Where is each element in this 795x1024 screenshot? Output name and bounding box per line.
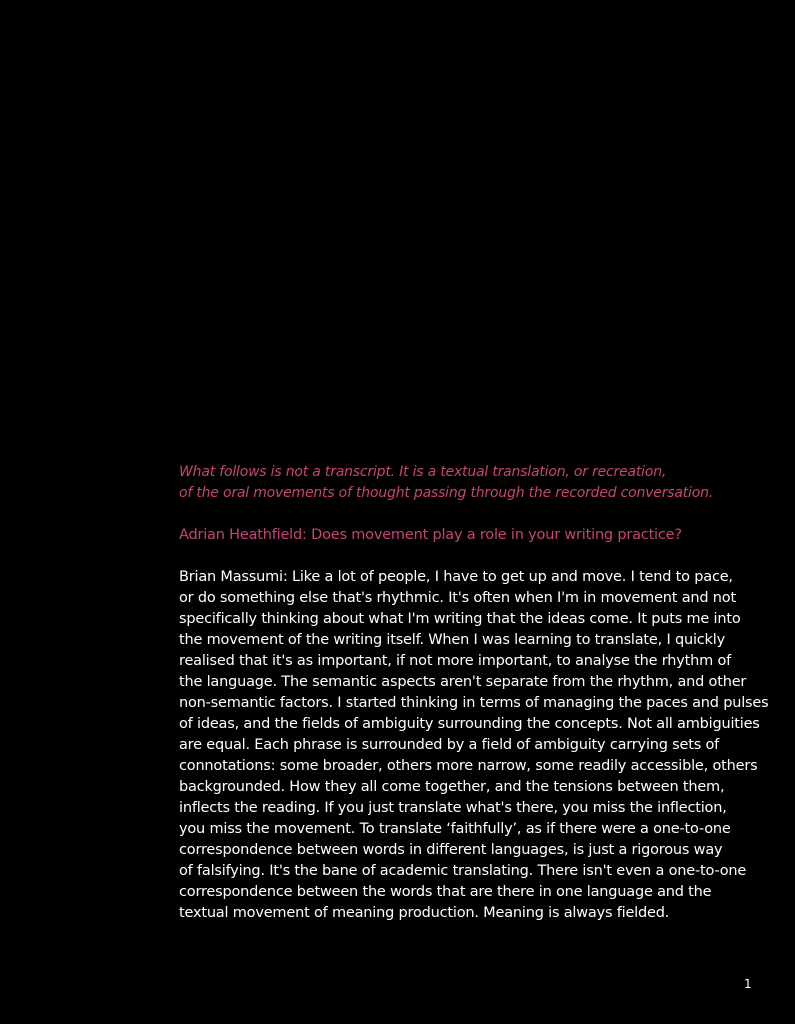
answer-line: specifically thinking about what I'm writing that the ideas come. It puts me into	[179, 611, 741, 627]
answer-line: you miss the movement. To translate ‘faithfully’, as if there were a one-to-one	[179, 821, 731, 837]
answer-line: correspondence between words in different languages, is just a rigorous way	[179, 842, 723, 858]
answer-line: correspondence between the words that are there in one language and the	[179, 884, 712, 900]
answer-line: the movement of the writing itself. When I was learning to translate, I quickly	[179, 632, 725, 648]
answer-line: textual movement of meaning production. Meaning is always fielded.	[179, 905, 670, 921]
interview-question: Adrian Heathfield: Does movement play a role in your writing practice?	[179, 527, 682, 543]
page-number: 1	[744, 977, 752, 991]
answer-line: non-semantic factors. I started thinking in terms of managing the paces and pulses	[179, 695, 769, 711]
interview-answer	[179, 567, 769, 924]
intro-line: What follows is not a transcript. It is a textual translation, or recreation,	[179, 464, 667, 480]
answer-line: are equal. Each phrase is surrounded by a field of ambiguity carrying sets of	[179, 737, 720, 753]
answer-line: inflects the reading. If you just translate what's there, you miss the inflection,	[179, 800, 727, 816]
article-body	[179, 462, 769, 924]
answer-line: of ideas, and the fields of ambiguity surrounding the concepts. Not all ambiguities	[179, 716, 760, 732]
intro-line: of the oral movements of thought passing through the recorded conversation.	[179, 485, 714, 501]
answer-line: Brian Massumi: Like a lot of people, I have to get up and move. I tend to pace,	[179, 569, 733, 585]
answer-line: connotations: some broader, others more narrow, some readily accessible, others	[179, 758, 758, 774]
answer-line: of falsifying. It's the bane of academic translating. There isn't even a one-to-one	[179, 863, 747, 879]
intro-note	[179, 462, 769, 504]
answer-line: or do something else that's rhythmic. It's often when I'm in movement and not	[179, 590, 736, 606]
answer-line: the language. The semantic aspects aren't separate from the rhythm, and other	[179, 674, 747, 690]
answer-line: backgrounded. How they all come together, and the tensions between them,	[179, 779, 725, 795]
answer-line: realised that it's as important, if not more important, to analyse the rhythm of	[179, 653, 732, 669]
